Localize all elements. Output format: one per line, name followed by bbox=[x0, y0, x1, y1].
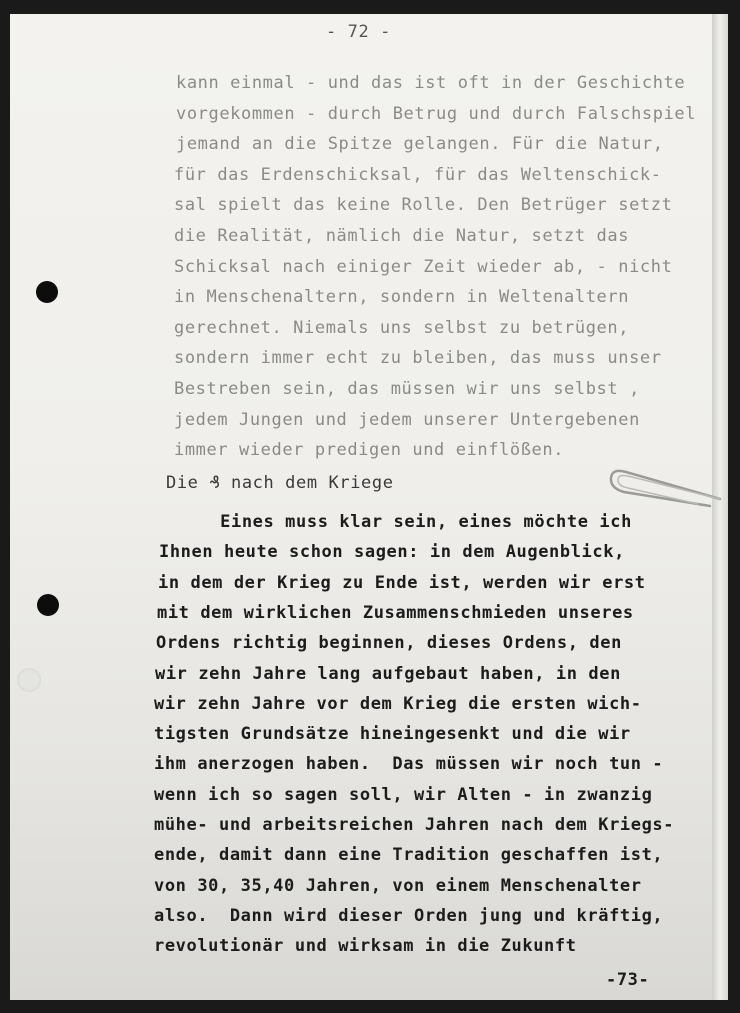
faded-text-line: sondern immer echt zu bleiben, das muss unser bbox=[174, 348, 662, 369]
page-number-header: - 72 - bbox=[326, 22, 392, 42]
main-text-line: mühe- und arbeitsreichen Jahren nach dem Kriegs- bbox=[154, 815, 675, 835]
faded-text-line: immer wieder predigen und einflößen. bbox=[174, 440, 565, 461]
punch-hole-top bbox=[36, 281, 58, 303]
faded-text-line: kann einmal - und das ist oft in der Geschichte bbox=[176, 73, 686, 93]
main-text-line: wenn ich so sagen soll, wir Alten - in zwanzig bbox=[154, 784, 653, 805]
faded-text-line: jemand an die Spitze gelangen. Für die Natur, bbox=[176, 134, 664, 155]
faded-text-line: die Realität, nämlich die Natur, setzt das bbox=[174, 226, 630, 246]
main-text-line: wir zehn Jahre lang aufgebaut haben, in den bbox=[155, 663, 621, 684]
faded-text-line: gerechnet. Niemals uns selbst zu betrügen, bbox=[174, 317, 630, 338]
faded-text-line: Schicksal nach einiger Zeit wieder ab, - nicht bbox=[174, 256, 673, 277]
punch-hole-faint bbox=[17, 668, 41, 692]
faded-text-line: jedem Jungen und jedem unserer Untergebenen bbox=[174, 409, 640, 430]
section-title: Die ₰ nach dem Kriege bbox=[166, 473, 394, 493]
faded-text-line: in Menschenaltern, sondern in Weltenaltern bbox=[174, 287, 630, 308]
main-text-line: in dem der Krieg zu Ende ist, werden wir erst bbox=[158, 572, 646, 593]
faded-text-line: sal spielt das keine Rolle. Den Betrüger setzt bbox=[174, 195, 673, 216]
main-text-line: mit dem wirklichen Zusammenschmieden unseres bbox=[157, 602, 634, 623]
main-text-line: also. Dann wird dieser Orden jung und kräftig, bbox=[154, 905, 664, 926]
paperclip-icon bbox=[608, 466, 728, 510]
faded-text-line: vorgekommen - durch Betrug und durch Falschspiel bbox=[176, 103, 697, 124]
main-text-line: von 30, 35,40 Jahren, von einem Menschenalter bbox=[154, 875, 642, 896]
faded-text-line: für das Erdenschicksal, für das Weltenschick- bbox=[174, 164, 662, 185]
main-text-line: Ordens richtig beginnen, dieses Ordens, den bbox=[156, 633, 622, 654]
page-number-footer: -73- bbox=[606, 970, 650, 990]
main-text-line: ihm anerzogen haben. Das müssen wir noch tun - bbox=[154, 754, 664, 775]
main-text-line: tigsten Grundsätze hineingesenkt und die wir bbox=[154, 724, 631, 745]
main-text-line: Ihnen heute schon sagen: in dem Augenblick, bbox=[159, 542, 625, 563]
punch-hole-bottom bbox=[37, 594, 59, 616]
main-text-line: ende, damit dann eine Tradition geschaffen ist, bbox=[154, 845, 664, 866]
main-text-line: wir zehn Jahre vor dem Krieg die ersten wich- bbox=[154, 693, 642, 714]
main-text-line: Eines muss klar sein, eines möchte ich bbox=[166, 512, 632, 532]
faded-text-line: Bestreben sein, das müssen wir uns selbst , bbox=[174, 379, 640, 399]
main-text-line: revolutionär und wirksam in die Zukunft bbox=[154, 936, 577, 957]
